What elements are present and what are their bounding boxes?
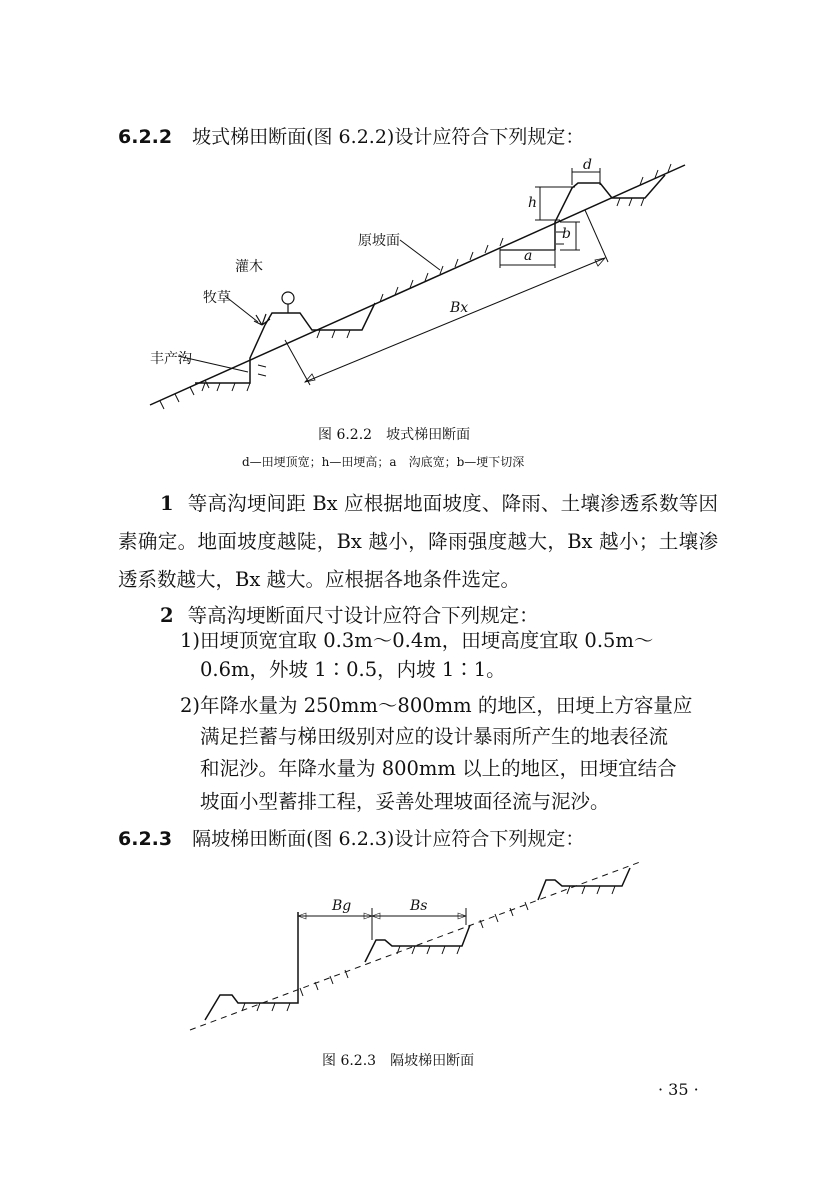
figure-legend-622: d—田埂顶宽；h—田埂高；a 沟底宽；b—埂下切深 — [242, 455, 525, 469]
label-bx: Bx — [450, 300, 469, 316]
item-1-text: 等高沟埂间距 Bx 应根据地面坡度、降雨、土壤渗透系数等因素确定。地面坡度越陡，Bx 越小，降雨强度越大，Bx 越小；土壤渗透系数越大，Bx 越大。应根据各地条件选定。 — [118, 492, 718, 591]
item-2-text: 等高沟埂断面尺寸设计应符合下列规定： — [187, 604, 539, 627]
label-shrub: 灌木 — [235, 259, 263, 275]
label-d: d — [583, 157, 592, 173]
label-bg: Bg — [332, 898, 352, 914]
section-number: 6.2.2 — [118, 126, 173, 148]
page-number: · 35 · — [658, 1080, 699, 1099]
item-1-number: 1 — [160, 492, 174, 515]
label-a: a — [524, 248, 533, 264]
figure-caption-622: 图 6.2.2 坡式梯田断面 — [318, 427, 471, 443]
sub-item-1-marker: 1) — [180, 629, 201, 652]
sub-item-2-line1: 年降水量为 250mm～800mm 的地区，田埂上方容量应 — [200, 694, 693, 717]
sub-item-1-line1: 田埂顶宽宜取 0.3m～0.4m，田埂高度宜取 0.5m～ — [200, 629, 654, 652]
section-title: 坡式梯田断面(图 6.2.2)设计应符合下列规定： — [192, 126, 585, 148]
sub-item-2-line2: 满足拦蓄与梯田级别对应的设计暴雨所产生的地表径流 — [200, 725, 669, 748]
label-original-slope: 原坡面 — [358, 233, 400, 249]
sub-item-2-line4: 坡面小型蓄排工程，妥善处理坡面径流与泥沙。 — [200, 790, 610, 813]
sub-item-2-marker: 2) — [180, 694, 201, 717]
figure-caption-623: 图 6.2.3 隔坡梯田断面 — [322, 1053, 475, 1069]
label-grass: 牧草 — [203, 290, 231, 306]
label-bs: Bs — [410, 898, 428, 914]
section-title: 隔坡梯田断面(图 6.2.3)设计应符合下列规定： — [192, 828, 585, 850]
label-b: b — [562, 226, 571, 242]
sub-item-1-line2: 0.6m，外坡 1∶0.5，内坡 1∶1。 — [200, 658, 506, 681]
label-h: h — [528, 195, 538, 211]
section-number: 6.2.3 — [118, 828, 173, 850]
label-ditch: 丰产沟 — [150, 351, 192, 367]
item-2-number: 2 — [160, 604, 174, 627]
sub-item-2-line3: 和泥沙。年降水量为 800mm 以上的地区，田埂宜结合 — [200, 757, 677, 780]
